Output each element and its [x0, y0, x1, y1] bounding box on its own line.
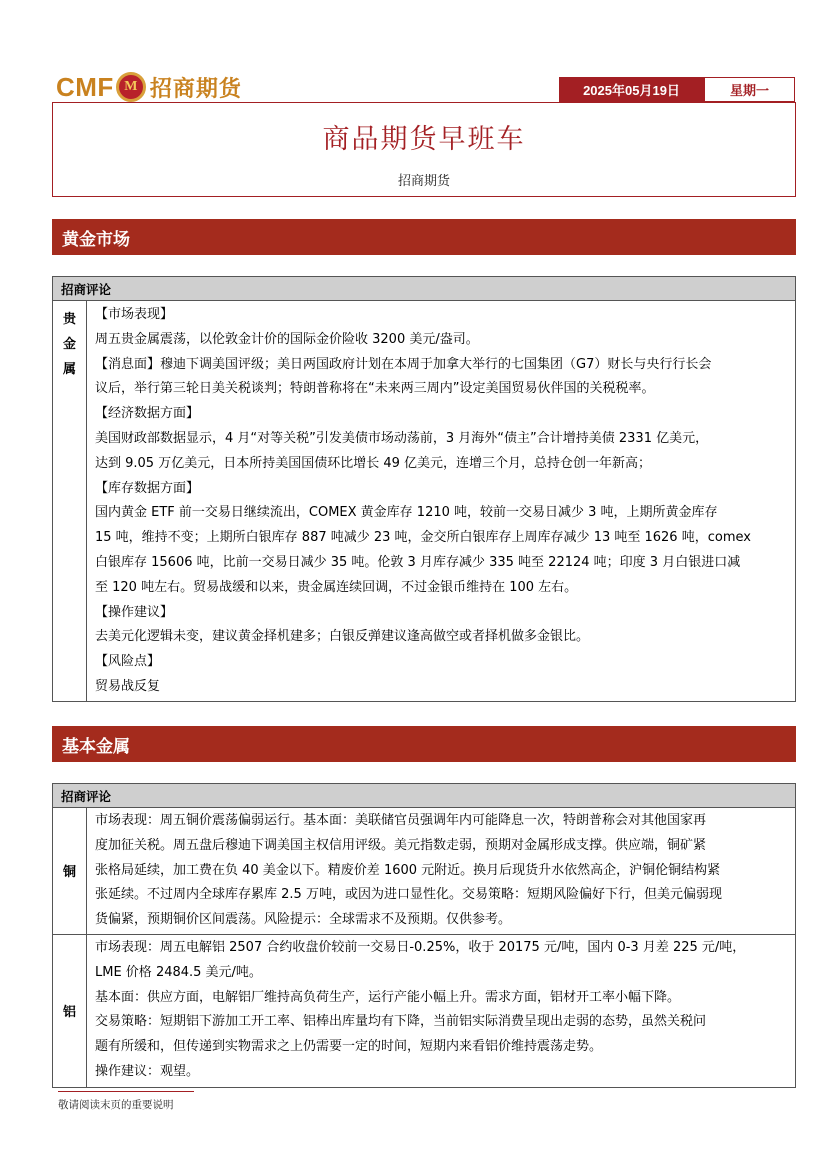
- report-date: 2025年05月19日: [559, 77, 704, 102]
- text-line: 达到 9.05 万亿美元，日本所持美国国债环比增长 49 亿美元，连增三个月，总持仓创一年新高；: [95, 455, 652, 471]
- text-line: LME 价格 2484.5 美元/吨。: [95, 964, 262, 980]
- text-line: 至 120 吨左右。贸易战缓和以来，贵金属连续回调，不过金银币维持在 100 左右。: [95, 579, 578, 595]
- text-line: 15 吨，维持不变；上期所白银库存 887 吨减少 23 吨，金交所白银库存上周库存减少 13 吨至 1626 吨，comex: [95, 530, 751, 546]
- text-line: 货偏紧，预期铜价区间震荡。风险提示：全球需求不及预期。仅供参考。: [95, 912, 512, 928]
- logo-cmf-text: CMF: [56, 71, 114, 102]
- panel-head-comment: 招商评论: [53, 277, 795, 301]
- text-line: 去美元化逻辑未变，建议黄金择机建多；白银反弹建议逢高做空或者择机做多金银比。: [95, 629, 590, 645]
- report-weekday: 星期一: [704, 77, 795, 102]
- footer-divider: [58, 1091, 194, 1092]
- text-line: 交易策略：短期铝下游加工开工率、铝棒出库量均有下降，当前铝实际消费呈现出走弱的态势，虽然关税问: [95, 1014, 707, 1030]
- row-label: 铝: [53, 935, 87, 1087]
- text-line: 操作建议：观望。: [95, 1063, 200, 1079]
- text-line: 国内黄金 ETF 前一交易日继续流出，COMEX 黄金库存 1210 吨，较前一交易日减少 3 吨，上期所黄金库存: [95, 505, 718, 521]
- text-line: 【风险点】: [95, 654, 161, 670]
- text-line: 贸易战反复: [95, 678, 161, 694]
- row-body: [87, 808, 795, 934]
- text-line: 【消息面】穆迪下调美国评级；美日两国政府计划在本周于加拿大举行的七国集团（G7）财长与央行行长会: [95, 356, 712, 372]
- text-line: 张延续。不过周内全球库存累库 2.5 万吨，或因为进口显性化。交易策略：短期风险偏好下行，但美元偏弱现: [95, 887, 722, 903]
- company-logo: [56, 70, 242, 104]
- text-line: 张格局延续，加工费在负 40 美金以下。精废价差 1600 元附近。换月后现货升水依然高企，沪铜伦铜结构紧: [95, 862, 721, 878]
- panel-gold: [52, 276, 796, 702]
- row-label: 铜: [53, 808, 87, 934]
- panel-head-comment: 招商评论: [53, 784, 795, 808]
- report-title: 商品期货早班车: [322, 124, 526, 155]
- text-line: 【市场表现】: [95, 307, 174, 322]
- text-line: 白银库存 15606 吨，比前一交易日减少 35 吨。伦敦 3 月库存减少 335 吨至 22124 吨；印度 3 月白银进口减: [95, 554, 741, 570]
- text-line: 【操作建议】: [95, 604, 174, 620]
- text-line: 基本面：供应方面，电解铝厂维持高负荷生产，运行产能小幅上升。需求方面，铝材开工率小幅下降。: [95, 989, 681, 1005]
- text-line: 市场表现：周五铜价震荡偏弱运行。基本面：美联储官员强调年内可能降息一次，特朗普称会对其他国家再: [95, 813, 707, 828]
- row-body: [87, 935, 795, 1087]
- text-line: 美国财政部数据显示，4 月“对等关税”引发美债市场动荡前，3 月海外“债主”合计增持美债 2331 亿美元，: [95, 430, 709, 446]
- row-label: [53, 301, 87, 701]
- row-label-char: 贵 金 属: [62, 312, 76, 377]
- footer-disclaimer-note: 敬请阅读末页的重要说明: [58, 1099, 174, 1111]
- text-line: 度加征关税。周五盘后穆迪下调美国主权信用评级。美元指数走弱，预期对金属形成支撑。供应端，铜矿紧: [95, 837, 707, 853]
- commodity-row-precious-metals: [53, 301, 795, 702]
- text-line: 题有所缓和，但传递到实物需求之上仍需要一定的时间，短期内来看铝价维持震荡走势。: [95, 1039, 603, 1055]
- report-author: 招商期货: [397, 174, 450, 189]
- logo-emblem-icon: M: [116, 72, 146, 102]
- commodity-row-aluminium: [53, 935, 795, 1088]
- row-body: [87, 301, 795, 701]
- text-line: 议后，举行第三轮日美关税谈判；特朗普称将在“未来两三周内”设定美国贸易伙伴国的关税税率。: [95, 381, 655, 397]
- text-line: 周五贵金属震荡，以伦敦金计价的国际金价险收 3200 美元/盎司。: [95, 331, 479, 347]
- section-header-base-metals: 基本金属: [52, 726, 796, 762]
- text-line: 市场表现：周五电解铝 2507 合约收盘价较前一交易日-0.25%，收于 20175 元/吨，国内 0-3 月差 225 元/吨，: [95, 939, 746, 955]
- panel-base-metals: [52, 783, 796, 1088]
- commodity-row-copper: [53, 808, 795, 935]
- logo-company-name: 招商期货: [149, 76, 242, 102]
- section-header-gold: 黄金市场: [52, 219, 796, 255]
- text-line: 【库存数据方面】: [95, 480, 200, 496]
- title-box: [52, 102, 796, 197]
- text-line: 【经济数据方面】: [95, 406, 200, 422]
